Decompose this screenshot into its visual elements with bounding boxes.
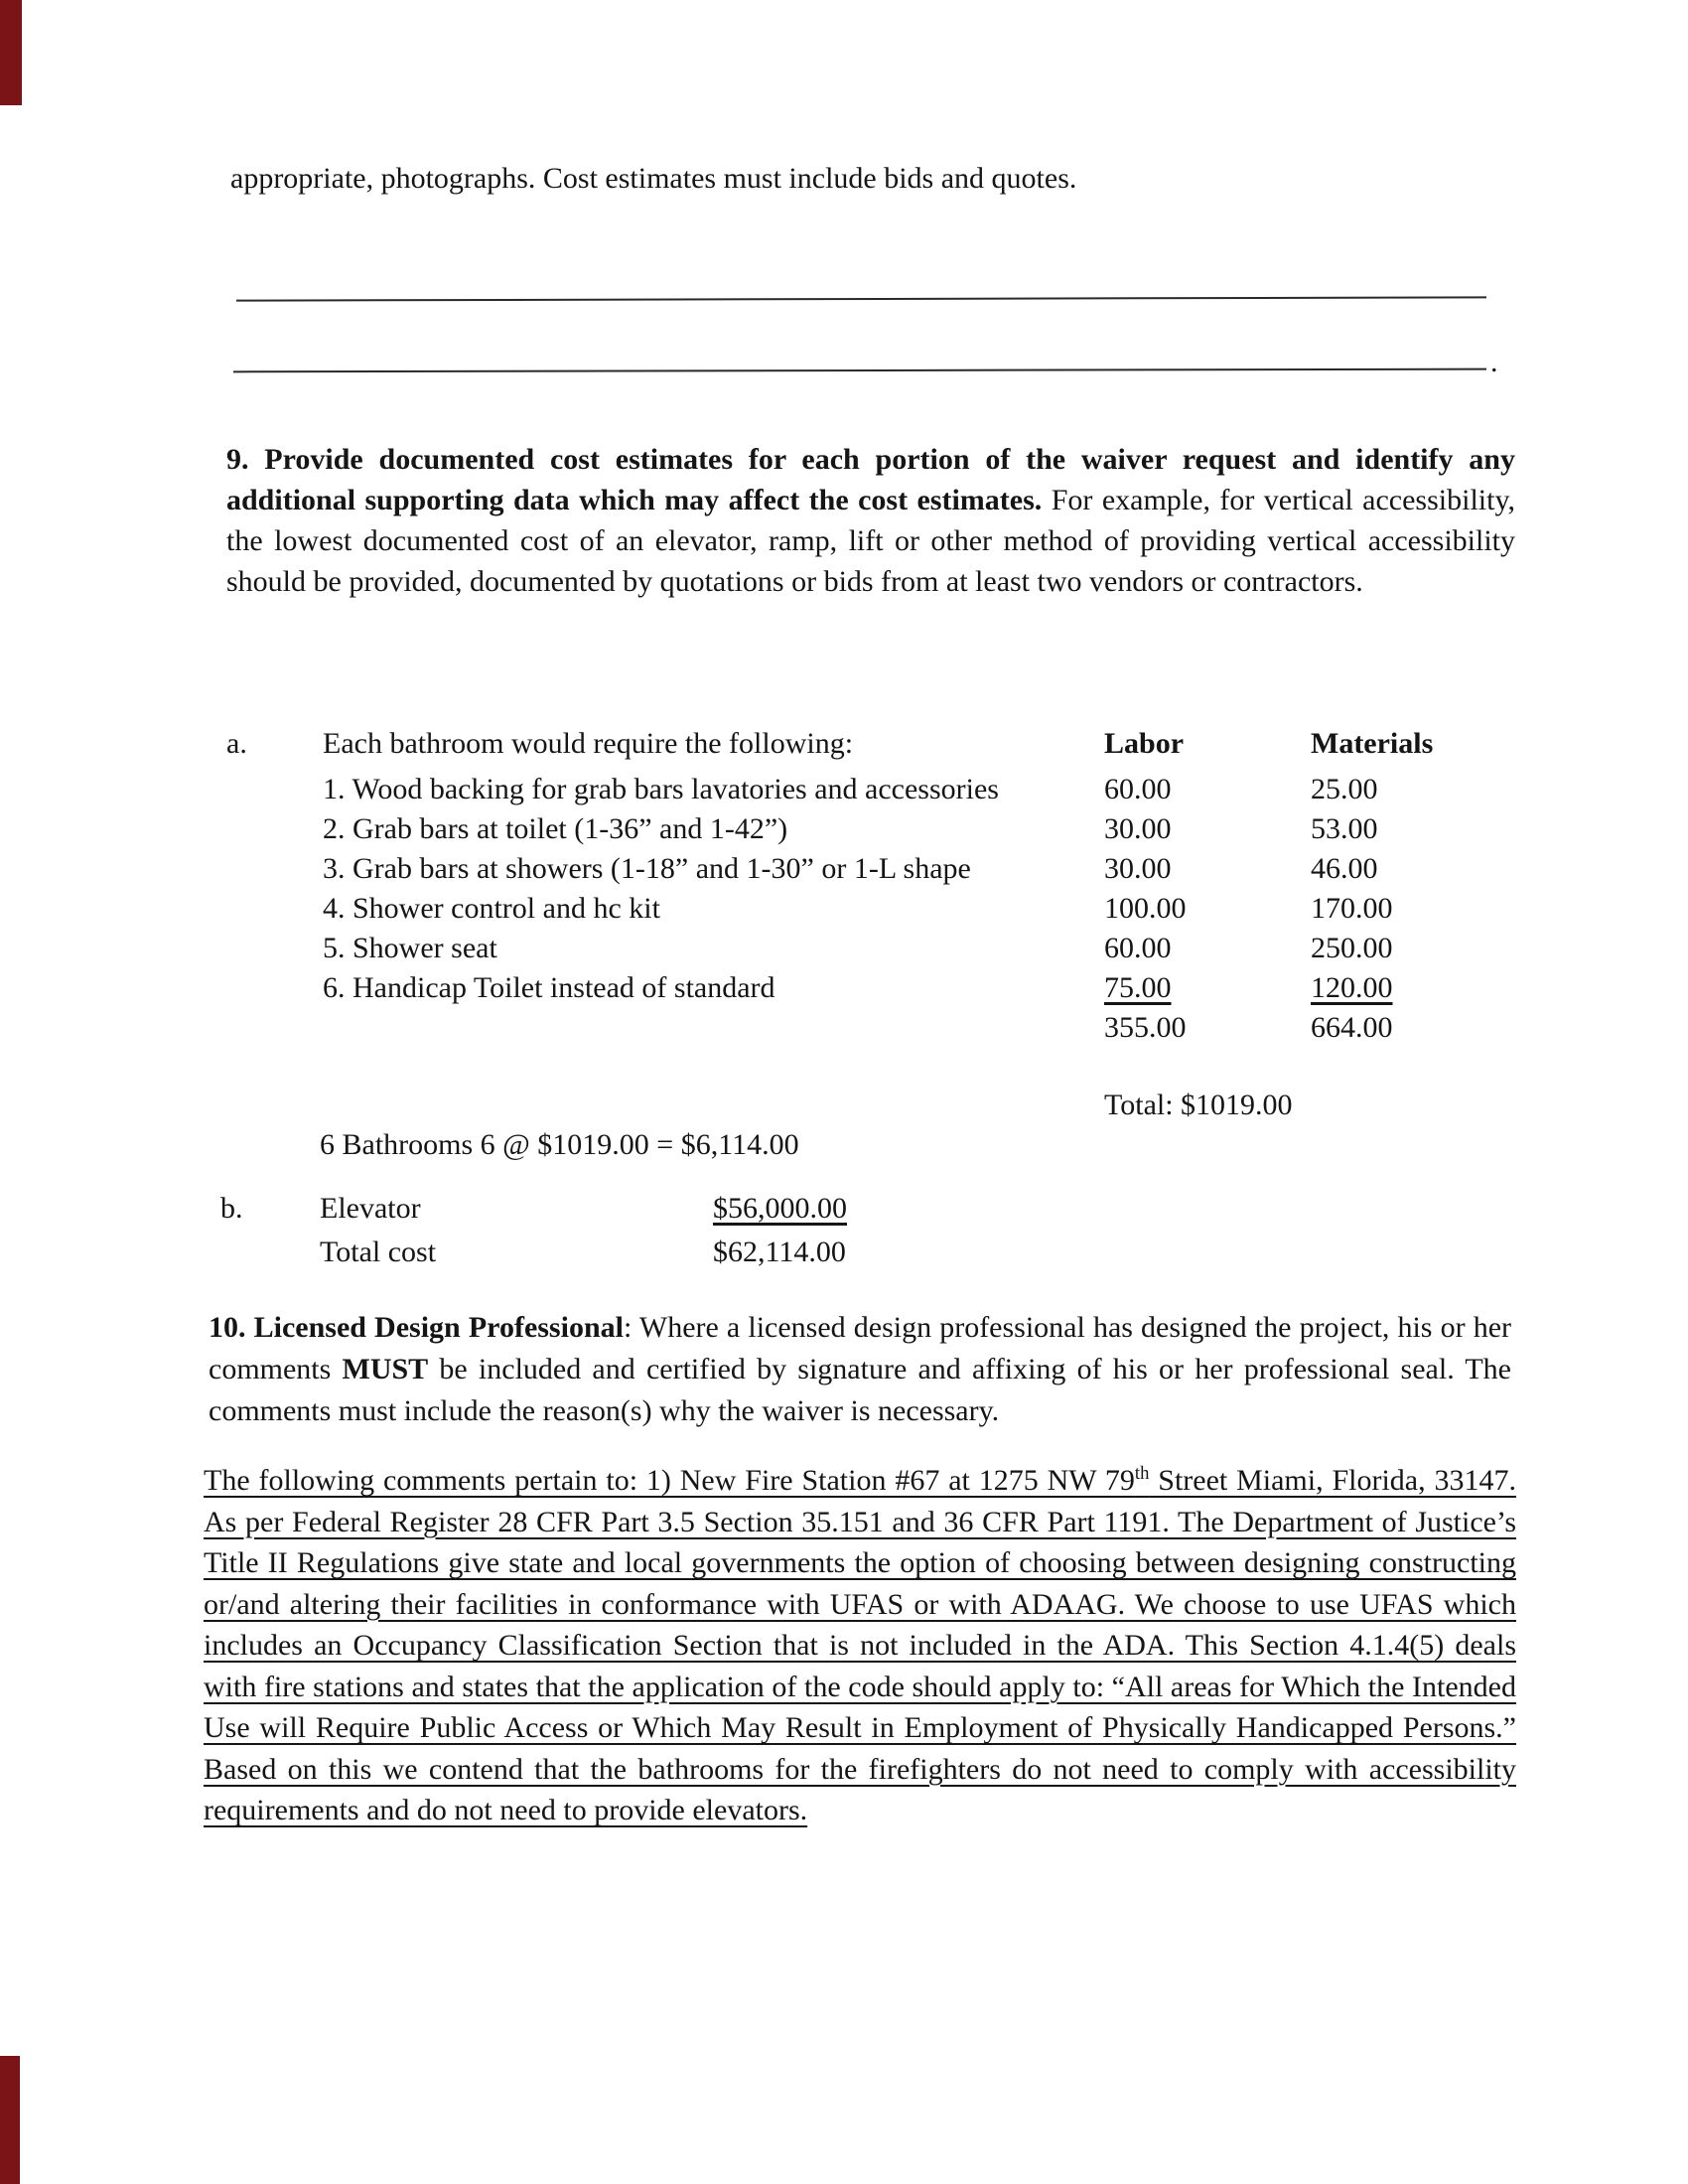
column-header-labor: Labor xyxy=(1104,727,1185,760)
section-10-title: 10. Licensed Design Professional xyxy=(209,1311,624,1344)
subtotal-row xyxy=(226,1011,1547,1051)
total-cost-label: Total cost xyxy=(320,1236,437,1268)
section-9-bold-text: 9. Provide documented cost estimates for each portion of the waiver request and identify any additional supporting data which may affect the cost estimates. xyxy=(226,443,1515,516)
row-description: 1. Wood backing for grab bars lavatories and accessories xyxy=(323,773,999,805)
column-header-materials: Materials xyxy=(1311,727,1434,760)
section-9-paragraph xyxy=(226,439,1515,602)
subtotal-labor: 355.00 xyxy=(1104,1011,1187,1044)
row-labor-value: 30.00 xyxy=(1104,812,1172,845)
section-10-text-2: be included and certified by signature and affixing of his or her professional seal. The comments must include the reason(s) why the waiver is necessary. xyxy=(209,1353,1511,1427)
table-row xyxy=(226,971,1547,1011)
row-description: 3. Grab bars at showers (1-18” and 1-30” or 1-L shape xyxy=(323,852,971,885)
section-9-body-text: For example, for vertical accessibility, the lowest documented cost of an elevator, ramp, lift or other method of providing vertical accessibility should be provided, documented by quotations or bids from at least two vendors or contractors. xyxy=(226,484,1515,598)
section-10-paragraph xyxy=(209,1307,1511,1432)
item-a-label: a. xyxy=(226,727,247,760)
design-professional-comments xyxy=(204,1460,1516,1831)
comments-superscript: th xyxy=(1134,1463,1150,1484)
blank-line-2 xyxy=(233,368,1486,373)
section-10-must: MUST xyxy=(342,1353,429,1385)
table-row xyxy=(226,773,1547,812)
scan-artifact-bottom xyxy=(0,2056,20,2184)
cost-table-heading: Each bathroom would require the following: xyxy=(323,727,854,760)
blank-line-period: . xyxy=(1490,346,1498,378)
row-labor-value: 30.00 xyxy=(1104,852,1172,885)
cost-table-header xyxy=(226,727,1547,773)
row-labor-value: 75.00 xyxy=(1104,971,1172,1004)
blank-line-1 xyxy=(236,296,1486,301)
table-row xyxy=(226,852,1547,892)
row-materials-value: 250.00 xyxy=(1311,932,1393,964)
cost-table xyxy=(226,727,1547,1051)
row-labor-value: 60.00 xyxy=(1104,773,1172,805)
comments-text-2: Street Miami, Florida, 33147. As per Federal Register 28 CFR Part 3.5 Section 35.151 and 36 CFR Part 1191. The Department of Justice’s Title II Regulations give state and local governments the option of choosing between designing constructing or/and altering their facilities in conformance with UFAS or with ADAAG. We choose to use UFAS which includes an Occupancy Classification Section that is not included in the ADA. This Section 4.1.4(5) deals with fire stations and states that the application of the code should apply to: “All areas for Which the Intended Use will Require Public Access or Which May Result in Employment of Physically Handicapped Persons.” Based on this we contend that the bathrooms for the firefighters do not need to comply with accessibility requirements and do not need to provide elevators. xyxy=(204,1464,1516,1826)
table-row xyxy=(226,812,1547,852)
intro-paragraph: appropriate, photographs. Cost estimates must include bids and quotes. xyxy=(230,162,1077,195)
row-materials-value: 120.00 xyxy=(1311,971,1393,1004)
total-line: Total: $1019.00 xyxy=(1104,1089,1293,1121)
row-materials-value: 25.00 xyxy=(1311,773,1378,805)
row-description: 5. Shower seat xyxy=(323,932,497,964)
bathrooms-calculation: 6 Bathrooms 6 @ $1019.00 = $6,114.00 xyxy=(320,1128,799,1161)
subtotal-materials: 664.00 xyxy=(1311,1011,1393,1044)
elevator-amount: $56,000.00 xyxy=(713,1192,847,1225)
comments-text-1: The following comments pertain to: 1) New Fire Station #67 at 1275 NW 79 xyxy=(204,1464,1135,1497)
elevator-label: Elevator xyxy=(320,1192,421,1225)
section-10-text-1: : Where a licensed design professional has designed the project, his or her comments xyxy=(209,1311,1512,1385)
row-materials-value: 53.00 xyxy=(1311,812,1378,845)
row-materials-value: 170.00 xyxy=(1311,892,1393,925)
scan-artifact-top xyxy=(0,0,22,105)
table-row xyxy=(226,892,1547,932)
table-row xyxy=(226,932,1547,971)
item-b-label: b. xyxy=(220,1192,243,1225)
row-description: 6. Handicap Toilet instead of standard xyxy=(323,971,775,1004)
row-description: 4. Shower control and hc kit xyxy=(323,892,660,925)
total-cost-amount: $62,114.00 xyxy=(713,1236,846,1268)
row-description: 2. Grab bars at toilet (1-36” and 1-42”) xyxy=(323,812,788,845)
row-labor-value: 60.00 xyxy=(1104,932,1172,964)
row-labor-value: 100.00 xyxy=(1104,892,1187,925)
row-materials-value: 46.00 xyxy=(1311,852,1378,885)
